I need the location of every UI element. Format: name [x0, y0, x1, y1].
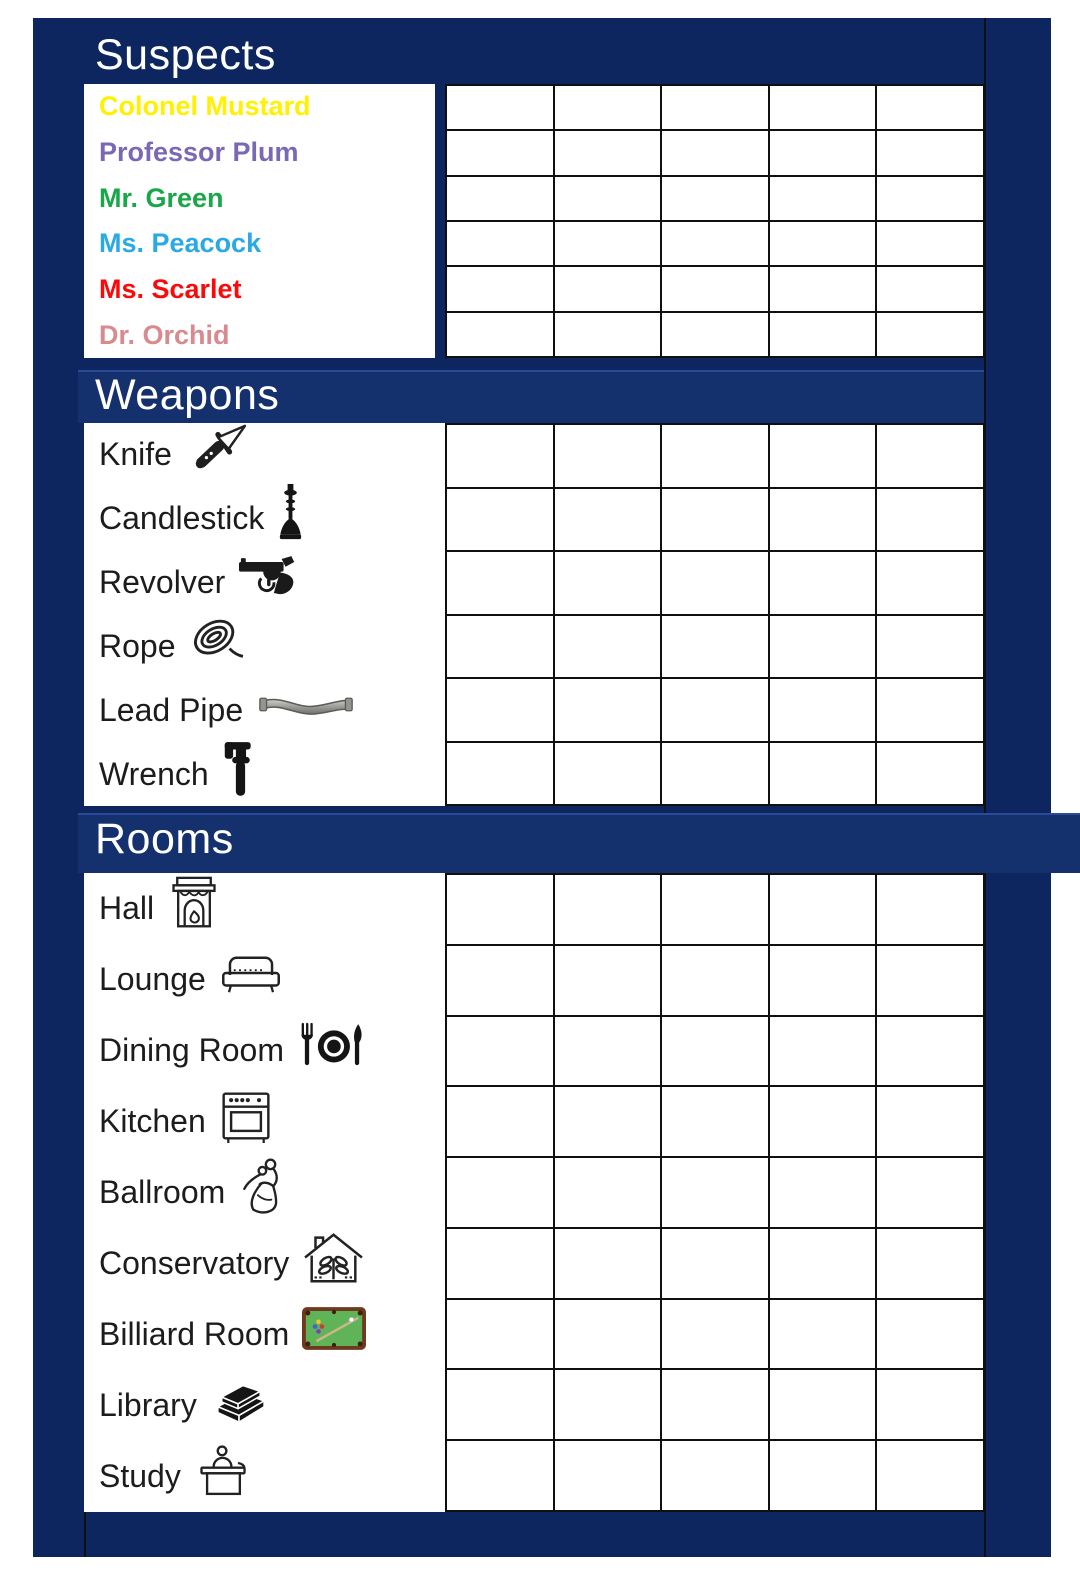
grid-cell[interactable] [447, 86, 553, 129]
table-left-border [84, 1512, 86, 1557]
weapons-tracking-grid [445, 423, 985, 806]
room-row [84, 1015, 445, 1086]
room-label: Dining Room [99, 1032, 284, 1068]
grid-cell[interactable] [877, 1087, 983, 1156]
room-label: Study [99, 1458, 181, 1494]
billiard-table-icon [302, 1307, 366, 1350]
grid-cell[interactable] [555, 875, 661, 944]
grid-cell[interactable] [662, 875, 768, 944]
grid-cell[interactable] [555, 1441, 661, 1510]
grid-cell[interactable] [877, 1441, 983, 1510]
grid-cell[interactable] [447, 425, 553, 487]
hall-fireplace-icon [167, 876, 221, 930]
knife-icon [185, 423, 249, 475]
grid-cell[interactable] [877, 177, 983, 220]
suspect-label: Colonel Mustard [99, 91, 311, 122]
grid-cell[interactable] [447, 222, 553, 265]
grid-cell[interactable] [662, 86, 768, 129]
grid-cell[interactable] [877, 1158, 983, 1227]
grid-cell[interactable] [662, 489, 768, 551]
grid-cell[interactable] [877, 679, 983, 741]
room-label: Hall [99, 890, 155, 926]
grid-cell[interactable] [662, 177, 768, 220]
weapon-row [84, 551, 445, 615]
grid-cell[interactable] [555, 1158, 661, 1227]
room-row [84, 873, 445, 944]
grid-cell[interactable] [877, 222, 983, 265]
lead-pipe-icon [256, 692, 356, 717]
weapon-row [84, 614, 445, 678]
grid-cell[interactable] [555, 86, 661, 129]
grid-cell[interactable] [770, 489, 876, 551]
candlestick-icon [277, 483, 304, 543]
grid-cell[interactable] [447, 1441, 553, 1510]
grid-cell[interactable] [447, 1158, 553, 1227]
suspects-name-panel [84, 84, 435, 358]
suspect-row [84, 312, 435, 358]
grid-cell[interactable] [770, 1300, 876, 1369]
grid-cell[interactable] [447, 313, 553, 356]
grid-cell[interactable] [447, 552, 553, 614]
grid-cell[interactable] [877, 946, 983, 1015]
grid-cell[interactable] [555, 1229, 661, 1298]
grid-cell[interactable] [555, 425, 661, 487]
grid-cell[interactable] [447, 1017, 553, 1086]
suspects-section-header: Suspects [95, 31, 276, 79]
rooms-name-panel [84, 873, 445, 1512]
grid-cell[interactable] [555, 679, 661, 741]
grid-cell[interactable] [770, 1017, 876, 1086]
kitchen-stove-icon [219, 1086, 273, 1146]
grid-cell[interactable] [877, 131, 983, 174]
grid-cell[interactable] [662, 552, 768, 614]
room-row [84, 1299, 445, 1370]
study-desk-icon [194, 1444, 252, 1497]
grid-cell[interactable] [555, 1370, 661, 1439]
grid-cell[interactable] [555, 616, 661, 678]
grid-cell[interactable] [877, 1300, 983, 1369]
library-books-icon [210, 1374, 270, 1426]
weapon-row [84, 487, 445, 551]
grid-cell[interactable] [877, 1229, 983, 1298]
grid-cell[interactable] [770, 177, 876, 220]
weapon-row [84, 678, 445, 742]
grid-cell[interactable] [877, 489, 983, 551]
weapons-name-panel [84, 423, 445, 806]
room-label: Kitchen [99, 1103, 206, 1139]
grid-cell[interactable] [555, 1087, 661, 1156]
weapon-label: Rope [99, 627, 176, 664]
grid-cell[interactable] [662, 1229, 768, 1298]
grid-cell[interactable] [555, 489, 661, 551]
grid-cell[interactable] [662, 743, 768, 805]
grid-cell[interactable] [447, 1087, 553, 1156]
suspect-label: Dr. Orchid [99, 319, 230, 350]
weapon-label: Knife [99, 436, 172, 473]
grid-cell[interactable] [447, 177, 553, 220]
grid-cell[interactable] [555, 222, 661, 265]
rope-icon [189, 615, 245, 665]
grid-cell[interactable] [770, 313, 876, 356]
grid-cell[interactable] [662, 1017, 768, 1086]
grid-cell[interactable] [447, 679, 553, 741]
grid-cell[interactable] [555, 313, 661, 356]
grid-cell[interactable] [877, 875, 983, 944]
rooms-tracking-grid [445, 873, 985, 1512]
grid-cell[interactable] [770, 1370, 876, 1439]
grid-cell[interactable] [662, 946, 768, 1015]
grid-cell[interactable] [555, 267, 661, 310]
grid-cell[interactable] [770, 86, 876, 129]
grid-cell[interactable] [555, 946, 661, 1015]
grid-cell[interactable] [662, 222, 768, 265]
weapon-label: Wrench [99, 755, 209, 792]
suspect-row [84, 84, 435, 130]
lounge-sofa-icon [219, 952, 283, 996]
suspect-label: Professor Plum [99, 137, 299, 167]
grid-cell[interactable] [555, 1017, 661, 1086]
grid-cell[interactable] [662, 267, 768, 310]
suspects-tracking-grid [445, 84, 985, 358]
grid-cell[interactable] [662, 1087, 768, 1156]
suspect-label: Ms. Peacock [99, 228, 262, 259]
grid-cell[interactable] [770, 222, 876, 265]
grid-cell[interactable] [447, 489, 553, 551]
grid-cell[interactable] [447, 1229, 553, 1298]
room-row [84, 1228, 445, 1299]
grid-cell[interactable] [662, 1441, 768, 1510]
grid-cell[interactable] [555, 552, 661, 614]
grid-cell[interactable] [447, 131, 553, 174]
room-row [84, 1370, 445, 1441]
room-row [84, 944, 445, 1015]
dining-room-icon [297, 1021, 365, 1068]
grid-cell[interactable] [877, 267, 983, 310]
grid-cell[interactable] [555, 131, 661, 174]
room-row [84, 1086, 445, 1157]
grid-cell[interactable] [770, 946, 876, 1015]
grid-cell[interactable] [662, 1370, 768, 1439]
suspect-label: Ms. Scarlet [99, 274, 242, 305]
suspect-label: Mr. Green [99, 182, 224, 213]
grid-cell[interactable] [770, 743, 876, 805]
suspect-row [84, 221, 435, 267]
grid-cell[interactable] [447, 616, 553, 678]
room-label: Ballroom [99, 1174, 226, 1210]
weapons-section-header: Weapons [95, 371, 280, 419]
grid-cell[interactable] [877, 313, 983, 356]
grid-cell[interactable] [555, 177, 661, 220]
grid-cell[interactable] [447, 946, 553, 1015]
grid-cell[interactable] [770, 1087, 876, 1156]
room-row [84, 1441, 445, 1512]
grid-cell[interactable] [662, 1300, 768, 1369]
grid-cell[interactable] [770, 875, 876, 944]
grid-cell[interactable] [662, 1158, 768, 1227]
room-label: Conservatory [99, 1245, 290, 1281]
grid-cell[interactable] [877, 616, 983, 678]
grid-cell[interactable] [662, 616, 768, 678]
grid-cell[interactable] [770, 1441, 876, 1510]
grid-cell[interactable] [877, 425, 983, 487]
room-label: Lounge [99, 961, 206, 997]
grid-cell[interactable] [770, 1229, 876, 1298]
grid-cell[interactable] [877, 86, 983, 129]
grid-cell[interactable] [877, 1370, 983, 1439]
suspect-row [84, 175, 435, 221]
grid-cell[interactable] [662, 313, 768, 356]
rooms-section-header: Rooms [95, 815, 234, 863]
wrench-icon [222, 739, 259, 797]
grid-cell[interactable] [662, 131, 768, 174]
grid-cell[interactable] [877, 552, 983, 614]
grid-cell[interactable] [877, 743, 983, 805]
conservatory-icon [302, 1230, 365, 1285]
grid-cell[interactable] [770, 1158, 876, 1227]
grid-cell[interactable] [770, 425, 876, 487]
grid-cell[interactable] [662, 679, 768, 741]
grid-cell[interactable] [770, 267, 876, 310]
grid-cell[interactable] [662, 425, 768, 487]
suspect-row [84, 267, 435, 313]
weapon-label: Revolver [99, 564, 226, 601]
grid-cell[interactable] [447, 267, 553, 310]
grid-cell[interactable] [447, 1370, 553, 1439]
grid-cell[interactable] [770, 131, 876, 174]
room-row [84, 1157, 445, 1228]
grid-cell[interactable] [555, 1300, 661, 1369]
weapon-row [84, 742, 445, 806]
grid-cell[interactable] [447, 743, 553, 805]
suspect-row [84, 130, 435, 176]
revolver-icon [238, 554, 302, 599]
grid-cell[interactable] [447, 875, 553, 944]
grid-cell[interactable] [447, 1300, 553, 1369]
room-label: Library [99, 1387, 197, 1423]
grid-cell[interactable] [877, 1017, 983, 1086]
room-label: Billiard Room [99, 1316, 290, 1352]
grid-cell[interactable] [555, 743, 661, 805]
grid-cell[interactable] [770, 616, 876, 678]
weapon-label: Candlestick [99, 500, 265, 537]
ballroom-dancers-icon [238, 1157, 294, 1217]
weapon-row [84, 423, 445, 487]
grid-cell[interactable] [770, 552, 876, 614]
grid-cell[interactable] [770, 679, 876, 741]
weapon-label: Lead Pipe [99, 691, 244, 728]
